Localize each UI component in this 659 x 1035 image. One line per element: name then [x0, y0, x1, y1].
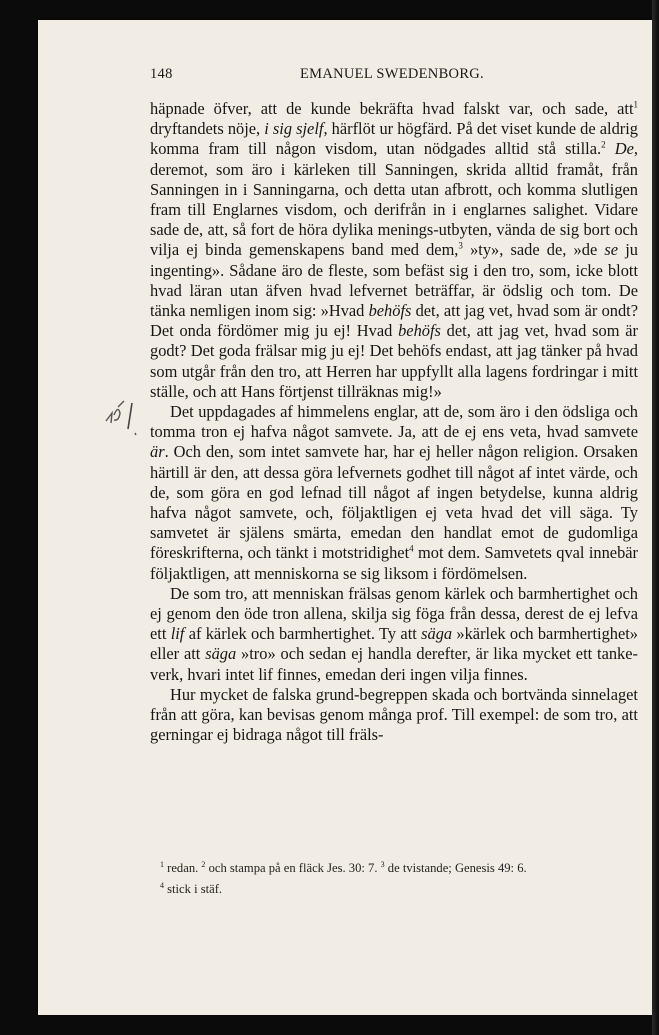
- paragraph-2: Det uppdagades af himmelens englar, att de, som äro i den ödsliga och tomma tron ej hafva något samvete. Ja, att de ej ens veta, hvad samvete är. Och den, som intet samvete har, har ej heller någon religion. Orsaken härtill är den, att dessa göra lefvernets godhet till något af intet värde, och de, som göra en god lefnad till något af ingen betydelse, kunna aldrig hafva något samvete, och, följaktligen ej veta hvad det vill säga. Ty samvetet är själens smärta, emedan den handlat emot de gudomliga föreskrifterna, och tänkt i motstridighet$^4$ mot dem. Samvetets qval innebär följaktligen, att menniskorna se sig liksom i fördömelsen.: [150, 402, 638, 583]
- footnote-ref-2: 2: [601, 139, 606, 150]
- footnotes: [150, 856, 638, 898]
- page-number: 148: [150, 66, 173, 82]
- footnote-ref-3: 3: [458, 240, 463, 251]
- footnote-2: och stampa på en fläck Jes. 30: 7.: [205, 861, 381, 876]
- footnote-mark-2: 2: [201, 860, 206, 869]
- footnote-4: stick i stäf.: [164, 882, 223, 897]
- footnote-1: redan.: [164, 861, 202, 876]
- footnote-mark-4: 4: [160, 881, 164, 891]
- footnote-ref-1: 1: [633, 99, 638, 110]
- pencil-margin-mark: [102, 393, 142, 437]
- footnote-line-1: [150, 856, 638, 877]
- running-head: EMANUEL SWEDENBORG.: [300, 66, 484, 82]
- footnote-mark-3: 3: [380, 860, 385, 869]
- footnote-mark-1: 1: [160, 860, 164, 869]
- paragraph-1: häpnade öfver, att de kunde bekräfta hvad falskt var, och sade, att$^1$ dryftandets nöje, i sig sjelf, härflöt ur högfärd. På det viset kunde de aldrig komma fram till någon visdom, utan nödgades alltid stå stilla.$^2$ De, deremot, som äro i kärleken till Sanningen, skrida alltid framåt, från Sanningen in i Sanningarna, och detta utan afbrott, och komma slutligen fram till Englarnes visdom, och derifrån in i englarnes salighet. Vidare sade de, att, så fort de höra dylika menings-utbyten, vända de sig bort och vilja ej binda gemenskapens band med dem,$^3$ »ty», sade de, »de se ju ingenting». Sådane äro de fleste, som befäst sig i den tro, som, icke blott hvad läran utan äfven hvad lefvernet beträffar, är ödslig och tom. De tänka nemligen inom sig: »Hvad behöfs det, att jag vet, hvad som är ondt? Det onda fördömer mig ju ej! Hvad behöfs det, att jag vet, hvad som är godt? Det goda frälsar mig ju ej! Det behöfs endast, att jag tänker på hvad som utgår från den tro, att Herren har uppfyllt alla lagens fordringar i mitt ställe, och att Hans förtjenst tillräknas mig!»: [150, 99, 638, 401]
- footnote-line-2: [150, 877, 638, 898]
- book-spine: [652, 0, 659, 1035]
- paragraph-4: Hur mycket de falska grund-begreppen skada och bortvända sinnelaget från att göra, kan bevisas genom många prof. Till exempel: de som tro, att gerningar ej bidraga något till fräls-: [150, 684, 638, 745]
- footnote-3: de tvistande; Genesis 49: 6.: [384, 861, 527, 876]
- body-text: [150, 99, 638, 746]
- footnote-ref-4: 4: [409, 544, 414, 554]
- paragraph-3: De som tro, att menniskan frälsas genom kärlek och barmhertighet och ej genom den öde tron allena, skilja sig föga från dessa, derest de ej lefva ett lif af kärlek och barmhertighet. Ty att säga »kärlek och barmhertighet» eller att säga »tro» och sedan ej handla derefter, är lika mycket ett tanke-verk, hvari intet lif finnes, emedan deri ingen vilja finnes.: [150, 583, 638, 684]
